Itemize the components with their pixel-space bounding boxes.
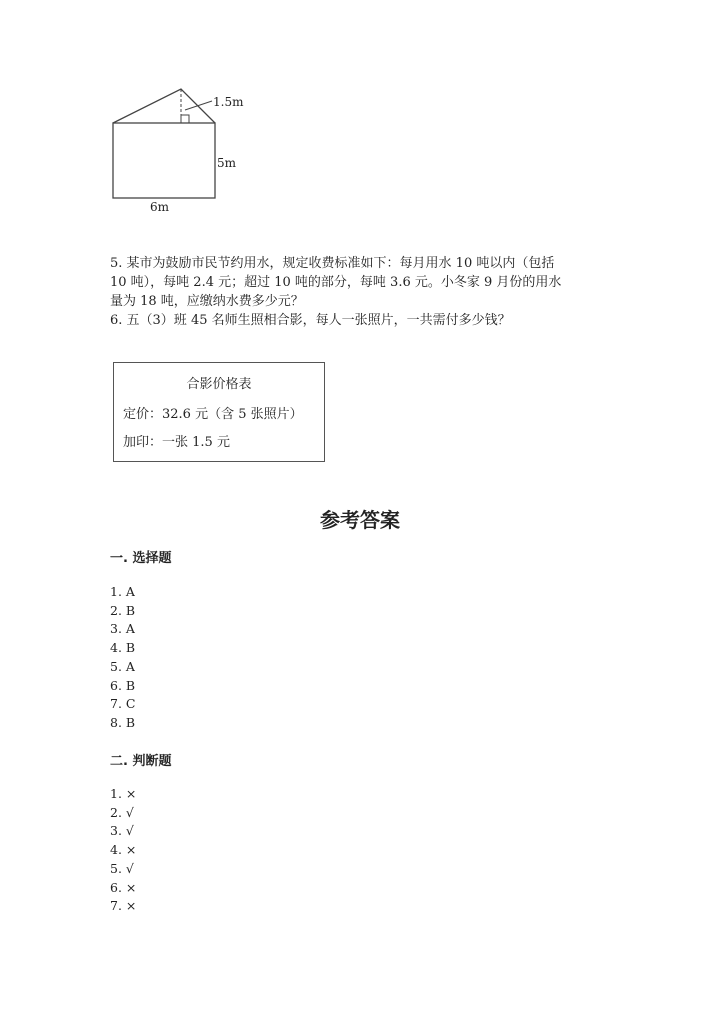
question-line: 量为 18 吨，应缴纳水费多少元？ (110, 294, 304, 309)
question-line: 10 吨），每吨 2.4 元；超过 10 吨的部分，每吨 3.6 元。小冬家 9 月份的用水 (110, 275, 562, 290)
answer-item: 2. √ (110, 804, 134, 820)
right-angle-mark (181, 115, 189, 123)
answer-item: 6. B (110, 677, 136, 693)
answer-item: 4. B (110, 640, 136, 656)
answer-item: 8. B (110, 714, 136, 730)
answer-list (110, 785, 136, 916)
price-table-title: 合影价格表 (186, 377, 252, 392)
answer-item: 6. × (110, 879, 137, 895)
answer-item: 2. B (110, 602, 136, 618)
leader-line (185, 101, 212, 110)
answer-item: 1. A (110, 584, 135, 599)
answer-item: 5. √ (110, 860, 134, 876)
answer-list (110, 583, 135, 733)
answer-item: 5. A (110, 658, 135, 674)
answer-item: 3. √ (110, 823, 134, 839)
answer-item: 3. A (110, 621, 135, 637)
section-heading: 二. 判断题 (110, 754, 172, 769)
answer-item: 4. × (110, 842, 137, 858)
question-line: 5. 某市为鼓励市民节约用水，规定收费标准如下：每月用水 10 吨以内（包括 (110, 256, 555, 271)
question-5 (110, 254, 561, 330)
base-label: 6m (150, 200, 170, 214)
answer-item: 1. × (110, 786, 137, 801)
answer-item: 7. C (110, 696, 136, 712)
answers-title: 参考答案 (320, 508, 400, 532)
height-label: 1.5m (213, 95, 244, 109)
triangle-shape (113, 89, 215, 123)
question-6: 6. 五（3）班 45 名师生照相合影，每人一张照片，一共需付多少钱？ (110, 313, 511, 328)
price-row: 定价：32.6 元（含 5 张照片） (123, 407, 303, 422)
house-figure (0, 0, 360, 230)
answer-item: 7. × (110, 898, 137, 914)
price-table (113, 362, 325, 462)
rectangle-shape (113, 123, 215, 198)
reprint-row: 加印：一张 1.5 元 (123, 435, 230, 450)
section-heading: 一. 选择题 (110, 551, 172, 566)
side-label: 5m (217, 156, 237, 170)
